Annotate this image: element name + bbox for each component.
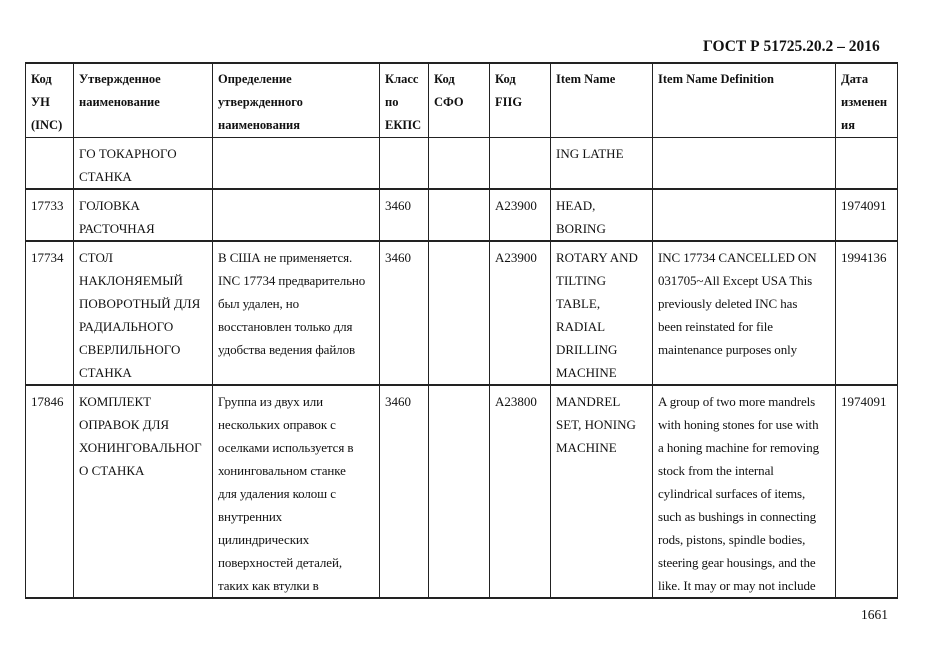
cell-change-date: 1974091 — [836, 189, 898, 241]
cell-change-date: 1994136 — [836, 241, 898, 385]
cell-ekps-class — [380, 138, 429, 190]
page-number: 1661 — [861, 607, 888, 622]
col-header-fiig-code: Код FIIG — [490, 63, 551, 138]
cell-inc: 17733 — [26, 189, 74, 241]
col-header-ekps-class: Класс по ЕКПС — [380, 63, 429, 138]
table-row — [26, 138, 898, 190]
cell-item-name: MANDREL SET, HONING MACHINE — [551, 385, 653, 598]
cell-name-definition — [213, 189, 380, 241]
classifier-table — [25, 62, 898, 599]
cell-change-date — [836, 138, 898, 190]
table-row — [26, 241, 898, 385]
cell-sfo-code — [429, 241, 490, 385]
col-header-item-name: Item Name — [551, 63, 653, 138]
cell-item-name-definition — [653, 189, 836, 241]
table-row — [26, 385, 898, 598]
cell-sfo-code — [429, 385, 490, 598]
cell-approved-name: СТОЛ НАКЛОНЯЕМЫЙ ПОВОРОТНЫЙ ДЛЯ РАДИАЛЬНОГО СВЕРЛИЛЬНОГО СТАНКА — [74, 241, 213, 385]
col-header-inc: Код УН (INC) — [26, 63, 74, 138]
cell-item-name: HEAD, BORING — [551, 189, 653, 241]
col-header-sfo-code: Код СФО — [429, 63, 490, 138]
cell-item-name: ING LATHE — [551, 138, 653, 190]
cell-fiig-code: A23900 — [490, 189, 551, 241]
document-standard-header: ГОСТ Р 51725.20.2 – 2016 — [703, 38, 880, 55]
table-row — [26, 189, 898, 241]
cell-inc — [26, 138, 74, 190]
cell-fiig-code: A23800 — [490, 385, 551, 598]
cell-item-name-definition: INC 17734 CANCELLED ON 031705~All Except USA This previously deleted INC has been reinstated for file maintenance purposes only — [653, 241, 836, 385]
cell-name-definition: Группа из двух или нескольких оправок с оселками используется в хонинговальном станке для удаления колош с внутренних цилиндрических поверхностей деталей, таких как втулки в — [213, 385, 380, 598]
cell-name-definition: В США не применяется. INC 17734 предварительно был удален, но восстановлен только для удобства ведения файлов — [213, 241, 380, 385]
cell-sfo-code — [429, 138, 490, 190]
cell-ekps-class: 3460 — [380, 241, 429, 385]
cell-fiig-code — [490, 138, 551, 190]
cell-approved-name: КОМПЛЕКТ ОПРАВОК ДЛЯ ХОНИНГОВАЛЬНОГ О СТАНКА — [74, 385, 213, 598]
cell-approved-name: ГО ТОКАРНОГО СТАНКА — [74, 138, 213, 190]
cell-item-name-definition: A group of two more mandrels with honing stones for use with a honing machine for removing stock from the internal cylindrical surfaces of items, such as bushings in connecting rods, pistons, spindle bodies, steering gear housings, and the like. It may or may not include — [653, 385, 836, 598]
col-header-change-date: Дата изменен ия — [836, 63, 898, 138]
cell-item-name-definition — [653, 138, 836, 190]
cell-change-date: 1974091 — [836, 385, 898, 598]
col-header-item-name-definition: Item Name Definition — [653, 63, 836, 138]
cell-ekps-class: 3460 — [380, 385, 429, 598]
cell-ekps-class: 3460 — [380, 189, 429, 241]
cell-inc: 17846 — [26, 385, 74, 598]
cell-fiig-code: A23900 — [490, 241, 551, 385]
table-header-row — [26, 63, 898, 138]
col-header-approved-name: Утвержденное наименование — [74, 63, 213, 138]
cell-sfo-code — [429, 189, 490, 241]
cell-approved-name: ГОЛОВКА РАСТОЧНАЯ — [74, 189, 213, 241]
col-header-name-definition: Определение утвержденного наименования — [213, 63, 380, 138]
cell-name-definition — [213, 138, 380, 190]
cell-item-name: ROTARY AND TILTING TABLE, RADIAL DRILLING MACHINE — [551, 241, 653, 385]
cell-inc: 17734 — [26, 241, 74, 385]
